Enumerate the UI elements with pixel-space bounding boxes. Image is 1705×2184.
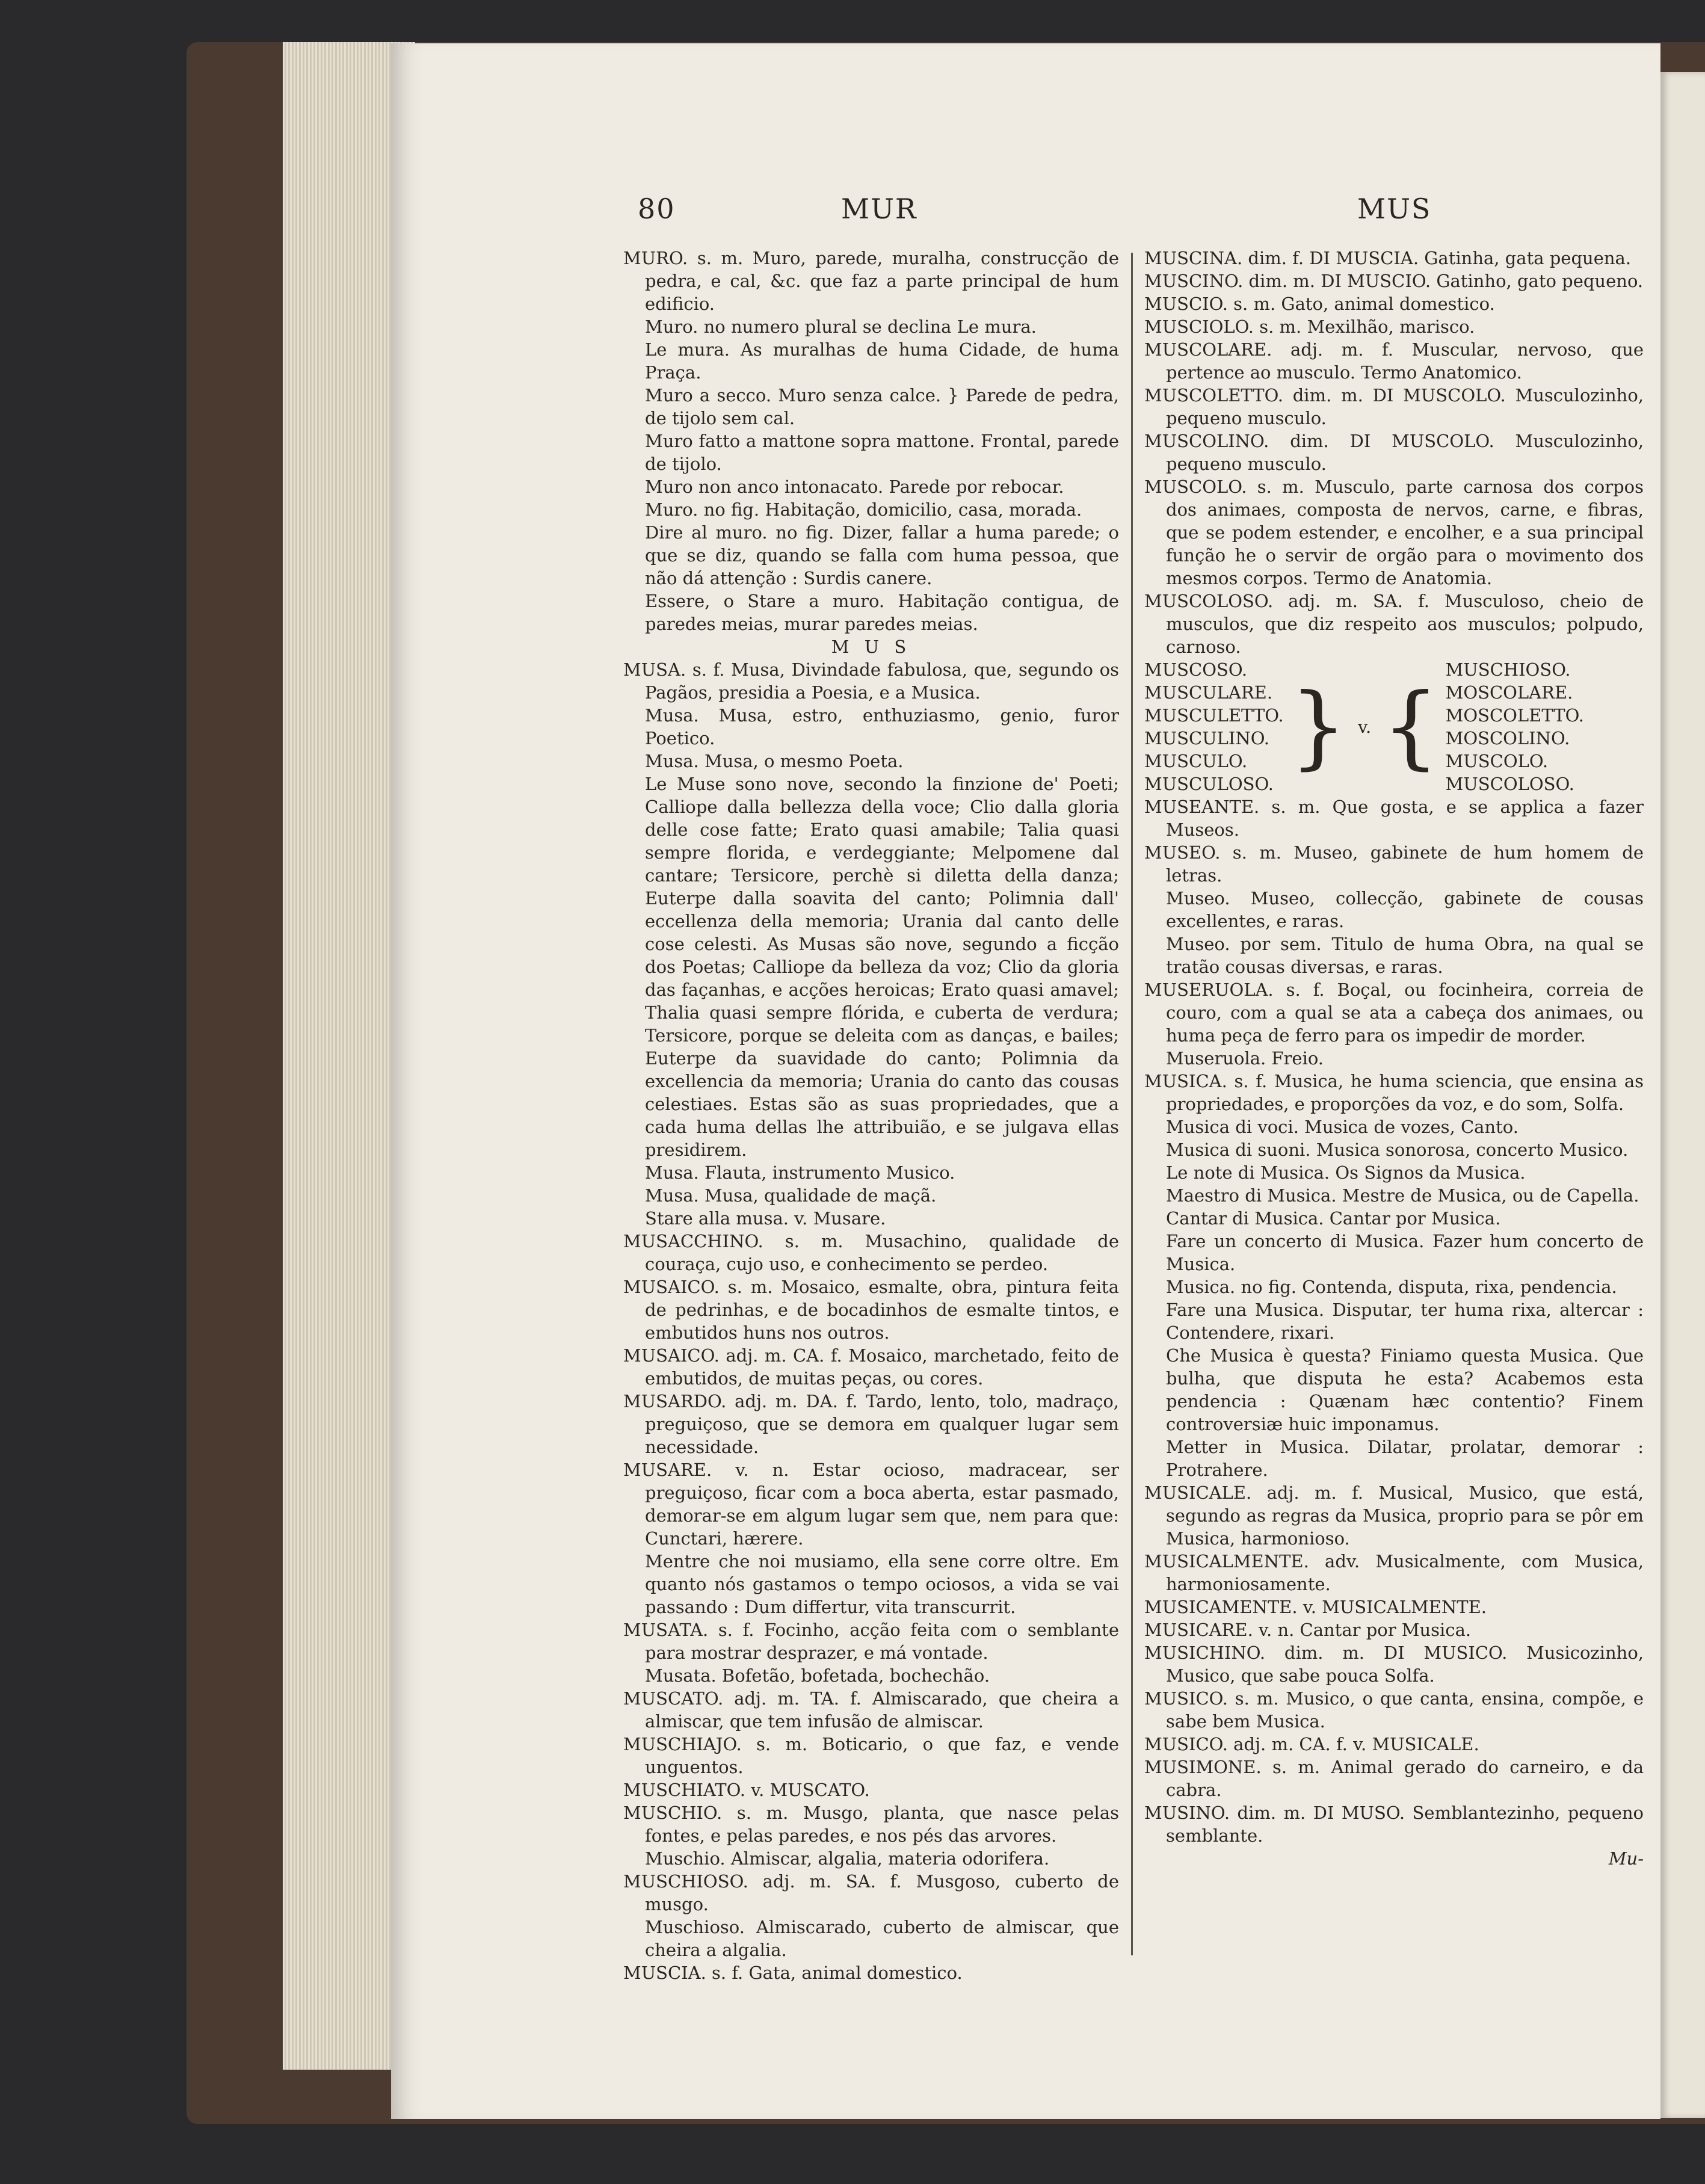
target: MOSCOLETTO. [1445,705,1584,726]
sub-entry: Musa. Musa, o mesmo Poeta. [645,751,904,771]
entry-musicalmente: MUSICALMENTE. adv. Musicalmente, com Musica, harmoniosamente. [1144,1551,1644,1594]
sub-entry: Museo. por sem. Titulo de huma Obra, na qual se tratão cousas diversas, e raras. [1166,934,1644,977]
sub-entry: Musica. no fig. Contenda, disputa, rixa, pendencia. [1166,1277,1617,1297]
sub-entry: Muro a secco. Muro senza calce. } Parede de pedra, de tijolo sem cal. [645,385,1119,428]
entry-musciolo: MUSCIOLO. s. m. Mexilhão, marisco. [1144,316,1475,337]
entry-museo: MUSEO. s. m. Museo, gabinete de hum homem de letras. [1144,842,1644,886]
sub-entry: Metter in Musica. Dilatar, prolatar, demorar : Protrahere. [1166,1437,1644,1480]
sub-entry: Musa. Musa, estro, enthuziasmo, genio, furor Poetico. [645,705,1119,748]
entry-muscoloso: MUSCOLOSO. adj. m. SA. f. Musculoso, cheio de musculos, que diz respeito aos musculos; polpudo, carnoso. [1144,591,1644,657]
sub-entry: Fare una Musica. Disputar, ter huma rixa, altercar : Contendere, rixari. [1166,1300,1644,1343]
variant: MUSCULINO. [1144,728,1270,748]
entry-muscolino: MUSCOLINO. dim. DI MUSCOLO. Musculozinho, pequeno musculo. [1144,431,1644,474]
entry-musicare: MUSICARE. v. n. Cantar por Musica. [1144,1620,1472,1640]
sub-entry: Museo. Museo, collecção, gabinete de cousas excellentes, e raras. [1166,888,1644,931]
entry-musichino: MUSICHINO. dim. m. DI MUSICO. Musicozinho, Musico, que sabe pouca Solfa. [1144,1643,1644,1686]
catchword: Mu- [1608,1848,1644,1869]
brace-icon: } [1289,674,1348,779]
entry-musata: MUSATA. s. f. Focinho, acção feita com o semblante para mostrar desprazer, e má vontade. [623,1620,1119,1663]
sub-entry: Museruola. Freio. [1166,1048,1324,1069]
entry-museruola: MUSERUOLA. s. f. Boçal, ou focinheira, correia de couro, com a qual se ata a cabeça dos animaes, ou huma peça de ferro para os impedir de morder. [1144,979,1644,1046]
variant: MUSCULARE. [1144,682,1273,703]
entry-musaico-adj: MUSAICO. adj. m. CA. f. Mosaico, marchetado, feito de embutidos, de muitas peças, ou cores. [623,1345,1119,1389]
entry-muscia: MUSCIA. s. f. Gata, animal domestico. [623,1963,963,1983]
entry-musa: MUSA. s. f. Musa, Divindade fabulosa, que, segundo os Pagãos, presidia a Poesia, e a Musica. [623,659,1119,703]
variant: MUSCULETTO. [1144,705,1284,726]
variant: MUSCULO. [1144,751,1248,771]
entry-muscato: MUSCATO. adj. m. TA. f. Almiscarado, que cheira a almiscar, que tem infusão de almiscar. [623,1688,1119,1732]
entry-musare: MUSARE. v. n. Estar ocioso, madracear, ser preguiçoso, ficar com a boca aberta, estar pasmado, demorar-se em algum lugar sem que, nem para que: Cunctari, hærere. [623,1460,1119,1549]
target: MUSCOLOSO. [1445,774,1574,794]
column-rule [1131,253,1133,1955]
sub-entry: Che Musica è questa? Finiamo questa Musica. Que bulha, que disputa he esta? Acabemos esta pendencia : Quænam hæc contentio? Finem controversiæ huic imponamus. [1166,1345,1644,1434]
sub-entry: Essere, o Stare a muro. Habitação contigua, de paredes meias, murar paredes meias. [645,591,1119,634]
sub-entry: Le mura. As muralhas de huma Cidade, de huma Praça. [645,339,1119,383]
entry-musimone: MUSIMONE. s. m. Animal gerado do carneiro, e da cabra. [1144,1757,1644,1800]
sub-entry: Mentre che noi musiamo, ella sene corre oltre. Em quanto nós gastamos o tempo ociosos, a vida se vai passando : Dum differtur, vita transcurrit. [645,1551,1119,1617]
target: MUSCOLO. [1445,751,1549,771]
entry-muscina: MUSCINA. dim. f. DI MUSCIA. Gatinha, gata pequena. [1144,248,1632,268]
variant-list [1144,658,1284,795]
entry-muschiato: MUSCHIATO. v. MUSCATO. [623,1780,870,1800]
variant: MUSCULOSO. [1144,774,1274,794]
entry-musacchino: MUSACCHINO. s. m. Musachino, qualidade de couraça, cujo uso, e conhecimento se perdeo. [623,1231,1119,1274]
target: MOSCOLARE. [1445,682,1573,703]
sub-entry: Musica di suoni. Musica sonorosa, concerto Musico. [1166,1140,1629,1160]
entry-muscino: MUSCINO. dim. m. DI MUSCIO. Gatinho, gato pequeno. [1144,271,1644,291]
sub-entry: Musa. Flauta, instrumento Musico. [645,1162,955,1183]
sub-entry: Musica di voci. Musica de vozes, Canto. [1166,1117,1518,1137]
entry-muscolare: MUSCOLARE. adj. m. f. Muscular, nervoso, que pertence ao musculo. Termo Anatomico. [1144,339,1644,383]
page-number: 80 [638,193,676,225]
sub-entry: Muro. no fig. Habitação, domicilio, casa, morada. [645,499,1082,520]
sub-entry: Muro fatto a mattone sopra mattone. Frontal, parede de tijolo. [645,431,1119,474]
sub-entry: Stare alla musa. v. Musare. [645,1208,886,1229]
facing-page-edge [1660,72,1705,2118]
running-head-right: MUS [1357,193,1432,225]
sub-entry: Le Muse sono nove, secondo la finzione de' Poeti; Calliope dalla bellezza della voce; Clio dalla gloria delle cose fatte; Erato quasi amabile; Talia quasi sempre florida, e verdeggiante; Melpomene dal cantare; Tersicore, perchè si diletta della danza; Euterpe dalla soavita del canto; Polimnia dall' eccellenza della memoria; Urania dal canto delle cose celesti. As Musas são nove, segundo a ficção dos Poetas; Calliope da belleza da voz; Clio da gloria das façanhas, e acções heroicas; Erato quasi amavel; Thalia quasi sempre flórida, e cuberta de verdura; Tersicore, porque se deleita com as danças, e bailes; Euterpe da suavidade do canto; Polimnia da excellencia da memoria; Urania do canto das cousas celestiaes. Estas são as suas propriedades, que a cada huma dellas lhe attribuião, e se julgava ellas presidirem. [645,774,1119,1160]
sub-entry: Muro. no numero plural se declina Le mura. [645,316,1037,337]
sub-entry: Cantar di Musica. Cantar por Musica. [1166,1208,1501,1229]
right-column [1144,247,1644,1870]
sub-entry: Muro non anco intonacato. Parede por rebocar. [645,477,1064,497]
entry-musica: MUSICA. s. f. Musica, he huma sciencia, que ensina as propriedades, e proporções da voz, e do som, Solfa. [1144,1071,1644,1114]
entry-musico: MUSICO. s. m. Musico, o que canta, ensina, compõe, e sabe bem Musica. [1144,1688,1644,1732]
entry-museante: MUSEANTE. s. m. Que gosta, e se applica a fazer Museos. [1144,797,1644,840]
brace-icon: { [1382,674,1440,779]
entry-muscio: MUSCIO. s. m. Gato, animal domestico. [1144,294,1495,314]
entry-musicamente: MUSICAMENTE. v. MUSICALMENTE. [1144,1597,1487,1617]
entry-musicale: MUSICALE. adj. m. f. Musical, Musico, que está, segundo as regras da Musica, proprio para se pôr em Musica, harmonioso. [1144,1482,1644,1549]
sub-entry: Fare un concerto di Musica. Fazer hum concerto de Musica. [1166,1231,1644,1274]
sub-entry: Le note di Musica. Os Signos da Musica. [1166,1162,1526,1183]
entry-musino: MUSINO. dim. m. DI MUSO. Semblantezinho, pequeno semblante. [1144,1803,1644,1846]
target-list [1446,658,1584,795]
entry-muschiajo: MUSCHIAJO. s. m. Boticario, o que faz, e vende unguentos. [623,1734,1119,1777]
entry-muscoletto: MUSCOLETTO. dim. m. DI MUSCOLO. Musculozinho, pequeno musculo. [1144,385,1644,428]
sub-entry: Musa. Musa, qualidade de maçã. [645,1185,937,1206]
target: MOSCOLINO. [1445,728,1570,748]
entry-muschio: MUSCHIO. s. m. Musgo, planta, que nasce pelas fontes, e pelas paredes, e nos pés das arvores. [623,1803,1119,1846]
running-head-left: MUR [841,193,917,225]
entry-muscolo: MUSCOLO. s. m. Musculo, parte carnosa dos corpos dos animaes, composta de nervos, carne, e fibras, que se podem estender, e encolher, e a sua principal função he o servir de orgão para o movimento dos mesmos corpos. Termo de Anatomia. [1144,477,1644,588]
entry-muro: MURO. s. m. Muro, parede, muralha, construcção de pedra, e cal, &c. que faz a parte principal de hum edificio. [623,248,1119,314]
entry-musardo: MUSARDO. adj. m. DA. f. Tardo, lento, tolo, madraço, preguiçoso, que se demora em qualquer lugar sem necessidade. [623,1391,1119,1457]
entry-muschioso: MUSCHIOSO. adj. m. SA. f. Musgoso, cuberto de musgo. [623,1871,1119,1914]
sub-entry: Maestro di Musica. Mestre de Musica, ou de Capella. [1166,1185,1639,1206]
sub-entry: Muschio. Almiscar, algalia, materia odorifera. [645,1848,1050,1869]
variant: MUSCOSO. [1144,659,1248,680]
see-also: v. [1358,717,1372,737]
entry-musico-adj: MUSICO. adj. m. CA. f. v. MUSICALE. [1144,1734,1479,1754]
sub-entry: Dire al muro. no fig. Dizer, fallar a huma parede; o que se diz, quando se falla com huma pessoa, que não dá attenção : Surdis canere. [645,522,1119,588]
left-column [623,247,1119,1984]
section-heading: M U S [831,637,911,657]
target: MUSCHIOSO. [1445,659,1571,680]
sub-entry: Musata. Bofetão, bofetada, bochechão. [645,1665,990,1686]
sub-entry: Muschioso. Almiscarado, cuberto de almiscar, que cheira a algalia. [645,1917,1119,1960]
cross-reference-group [1144,658,1644,795]
entry-musaico: MUSAICO. s. m. Mosaico, esmalte, obra, pintura feita de pedrinhas, e de bocadinhos de esmalte tintos, e embutidos huns nos outros. [623,1277,1119,1343]
